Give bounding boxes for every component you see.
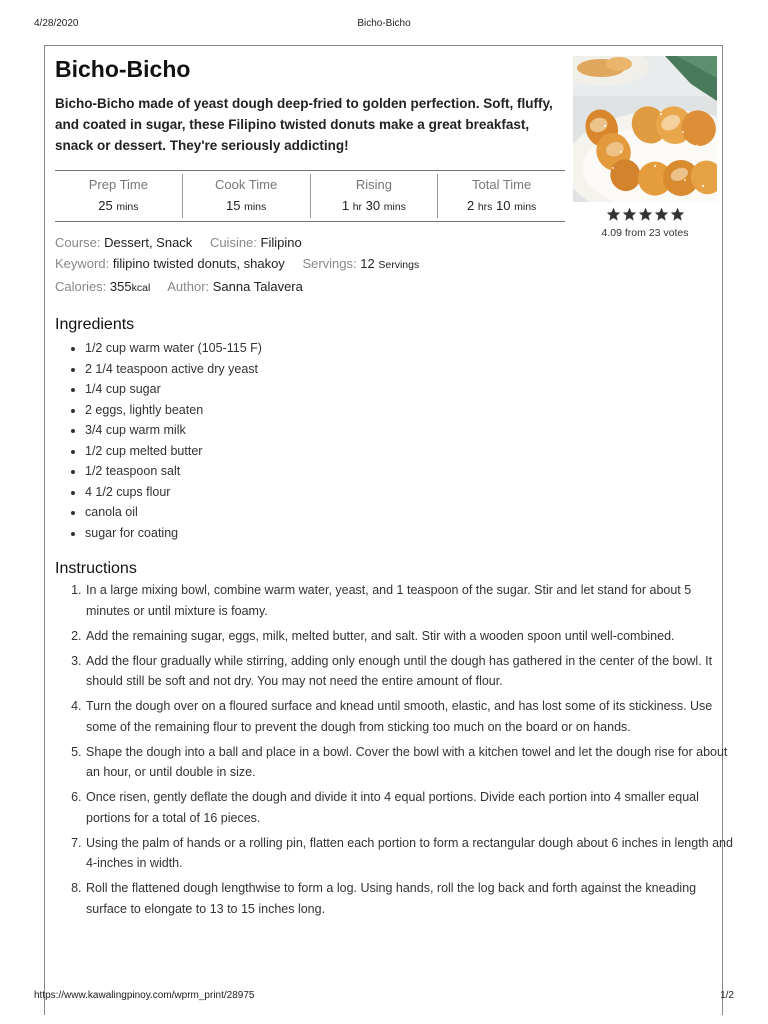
recipe-card — [44, 45, 733, 1015]
ingredients-heading: Ingredients — [55, 316, 135, 333]
ingredient-item: • 3/4 cup warm milk — [85, 420, 262, 441]
meta-course-value: Dessert, Snack — [104, 235, 193, 250]
meta-keyword — [55, 256, 285, 271]
meta-servings-value[interactable]: 12 — [360, 256, 375, 271]
star-icon[interactable] — [670, 207, 685, 222]
meta-author — [167, 279, 303, 294]
instruction-step: 7. Using the palm of hands or a rolling pin, flatten each portion to form a rectangular dough about 6 inches in length and 4-inches in width. — [85, 833, 733, 874]
print-page-title: Bicho-Bicho — [357, 18, 411, 29]
time-unit: hrs — [477, 201, 493, 213]
ingredient-item: • 2 1/4 teaspoon active dry yeast — [85, 359, 262, 380]
rating-stars[interactable] — [573, 207, 717, 222]
print-date: 4/28/2020 — [34, 18, 79, 29]
ingredient-item: • 1/4 cup sugar — [85, 379, 262, 400]
recipe-rating — [573, 207, 717, 239]
time-amount: 25 — [98, 198, 113, 213]
time-amount: 1 — [341, 198, 350, 213]
time-block — [310, 174, 438, 218]
meta-calories-label: Calories: — [55, 279, 107, 294]
ingredient-item: • canola oil — [85, 502, 262, 523]
star-icon[interactable] — [622, 207, 637, 222]
recipe-photo-image — [573, 56, 717, 202]
instruction-step: 5. Shape the dough into a ball and place in a bowl. Cover the bowl with a kitchen towel and let the dough rise for about an hour, or until double in size. — [85, 742, 733, 783]
meta-keyword-value: filipino twisted donuts, shakoy — [112, 256, 285, 271]
instruction-step: 3. Add the flour gradually while stirring, adding only enough until the dough has gathered in the center of the bowl. It should still be soft and not dry. You may not need the entire amount of flour. — [85, 651, 733, 692]
star-icon[interactable] — [638, 207, 653, 222]
star-icon[interactable] — [654, 207, 669, 222]
meta-cuisine-value: Filipino — [260, 235, 302, 250]
time-value — [311, 198, 438, 213]
ingredients-list — [55, 338, 262, 543]
meta-calories-unit: kcal — [131, 282, 151, 294]
meta-servings-label: Servings: — [302, 256, 357, 271]
instruction-step: 8. Roll the flattened dough lengthwise to form a log. Using hands, roll the log back and forth against the kneading surface to elongate to 13 to 15 inches long. — [85, 878, 733, 919]
instruction-step: 2. Add the remaining sugar, eggs, milk, melted butter, and salt. Stir with a wooden spoon until well-combined. — [85, 626, 733, 647]
time-unit: mins — [116, 201, 139, 213]
instructions-list — [55, 580, 733, 924]
time-unit: hr — [352, 201, 363, 213]
print-header — [34, 18, 734, 32]
instruction-step: 4. Turn the dough over on a floured surface and knead until smooth, elastic, and has lost some of its stickiness. Use some of the remaining flour to prevent the dough from sticking too much on the board or on hands. — [85, 696, 733, 737]
print-footer — [34, 990, 734, 1004]
meta-servings — [302, 256, 419, 271]
rating-votes: 4.09 from 23 votes — [601, 227, 689, 239]
meta-row-calories-author — [55, 276, 565, 299]
meta-keyword-label: Keyword: — [55, 256, 110, 271]
time-label: Rising — [355, 177, 392, 192]
instruction-step: 6. Once risen, gently deflate the dough and divide it into 4 equal portions. Divide each portion into 4 smaller equal portions for a total of 16 pieces. — [85, 787, 733, 828]
time-amount: 15 — [225, 198, 241, 213]
meta-calories-value: 355 — [109, 279, 132, 294]
ingredient-item: • 1/2 cup melted butter — [85, 441, 262, 462]
meta-row-keyword-servings — [55, 253, 565, 276]
time-block — [182, 174, 310, 218]
instruction-step: 1. In a large mixing bowl, combine warm water, yeast, and 1 teaspoon of the sugar. Stir and let stand for about 5 minutes or until mixture is foamy. — [85, 580, 733, 621]
time-unit: mins — [514, 201, 537, 213]
recipe-photo — [573, 56, 717, 202]
time-unit: mins — [244, 201, 267, 213]
time-value — [438, 198, 565, 213]
recipe-times — [55, 170, 565, 222]
recipe-summary: Bicho-Bicho made of yeast dough deep-fried to golden perfection. Soft, fluffy, and coated in sugar, these Filipino twisted donuts make a great breakfast, snack or dessert. They're seriously addicting! — [55, 96, 553, 153]
time-amount: 2 — [466, 198, 475, 213]
meta-row-course-cuisine — [55, 232, 565, 253]
ingredient-item: • sugar for coating — [85, 523, 262, 544]
meta-author-label: Author: — [167, 279, 210, 294]
time-block — [437, 174, 565, 218]
meta-author-value: Sanna Talavera — [212, 279, 303, 294]
time-label: Total Time — [472, 177, 532, 192]
meta-course-label: Course: — [55, 235, 101, 250]
ingredient-item: • 1/2 cup warm water (105-115 F) — [85, 338, 262, 359]
print-page-number: 1/2 — [720, 990, 734, 1001]
time-value — [55, 198, 182, 213]
recipe-title: Bicho-Bicho — [55, 56, 191, 82]
time-block — [55, 174, 182, 218]
print-url: https://www.kawalingpinoy.com/wprm_print/28975 — [34, 990, 255, 1001]
ingredient-item: • 4 1/2 cups flour — [85, 482, 262, 503]
time-amount: 30 — [365, 198, 381, 213]
instructions-heading: Instructions — [55, 560, 137, 577]
star-icon[interactable] — [606, 207, 621, 222]
time-amount: 10 — [496, 198, 511, 213]
meta-cuisine-label: Cuisine: — [209, 235, 257, 250]
ingredient-item: • 2 eggs, lightly beaten — [85, 400, 262, 421]
meta-servings-unit: Servings — [378, 259, 420, 271]
meta-calories — [55, 279, 150, 294]
time-label: Cook Time — [215, 177, 278, 192]
time-unit: mins — [383, 201, 406, 213]
ingredient-item: • 1/2 teaspoon salt — [85, 461, 262, 482]
meta-cuisine — [210, 235, 302, 250]
time-value — [183, 198, 310, 213]
time-label: Prep Time — [88, 177, 148, 192]
recipe-meta — [55, 232, 565, 299]
meta-course — [55, 235, 192, 250]
